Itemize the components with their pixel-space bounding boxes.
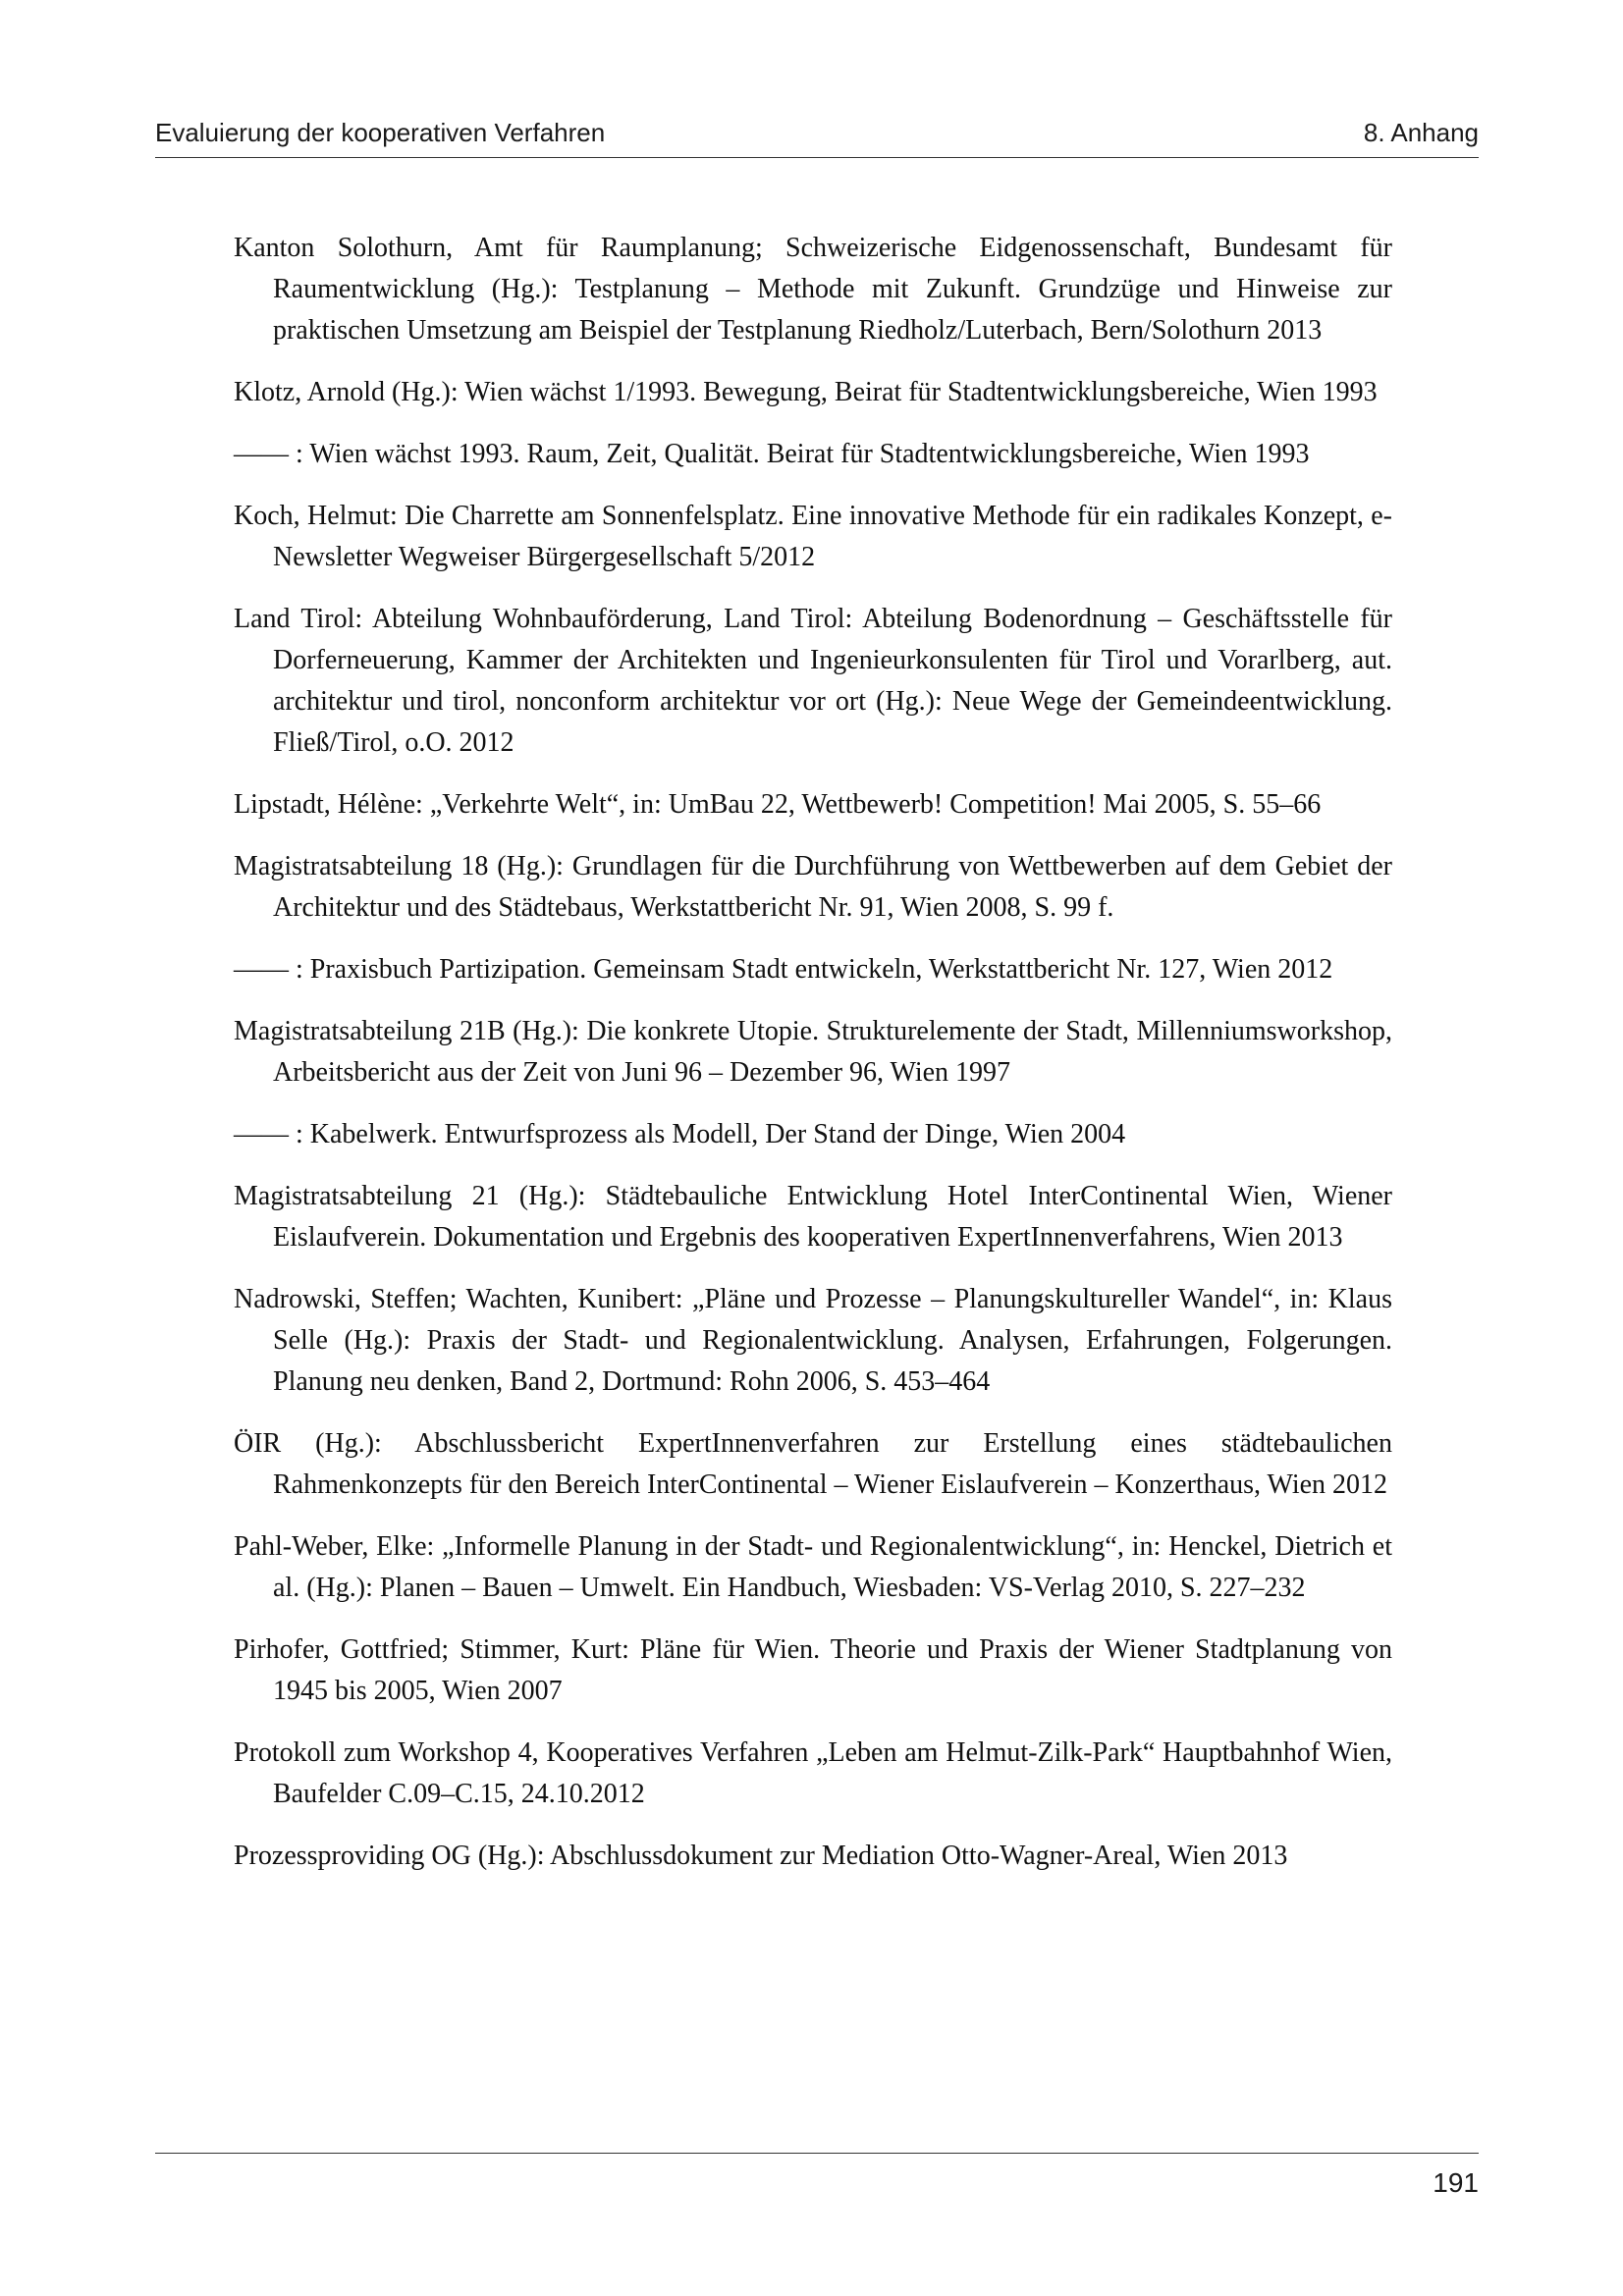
- bibliography-entry: —— : Wien wächst 1993. Raum, Zeit, Qualität. Beirat für Stadtentwicklungsbereiche, Wien 1993: [234, 439, 1310, 469]
- page-number: 191: [1433, 2167, 1479, 2198]
- document-title: Evaluierung der kooperativen Verfahren: [155, 118, 606, 147]
- bibliography-entry: Pahl-Weber, Elke: „Informelle Planung in der Stadt- und Regionalentwicklung“, in: Henckel, Dietrich et al. (Hg.): Planen – Bauen – Umwelt. Ein Handbuch, Wiesbaden: VS-Verlag 2010, S. 227–232: [234, 1531, 1392, 1603]
- bibliography-entry: Magistratsabteilung 21B (Hg.): Die konkrete Utopie. Strukturelemente der Stadt, Millenniumsworkshop, Arbeitsbericht aus der Zeit von Juni 96 – Dezember 96, Wien 1997: [234, 1016, 1392, 1088]
- bibliography-entry: Koch, Helmut: Die Charrette am Sonnenfelsplatz. Eine innovative Methode für ein radikales Konzept, e-Newsletter Wegweiser Bürgergesellschaft 5/2012: [234, 501, 1392, 572]
- bibliography-entry: Kanton Solothurn, Amt für Raumplanung; Schweizerische Eidgenossenschaft, Bundesamt für Raumentwicklung (Hg.): Testplanung – Methode mit Zukunft. Grundzüge und Hinweise zur praktischen Umsetzung am Beispiel der Testplanung Riedholz/Luterbach, Bern/Solothurn 2013: [234, 233, 1392, 346]
- bibliography-entry: ÖIR (Hg.): Abschlussbericht ExpertInnenverfahren zur Erstellung eines städtebaulichen Rahmenkonzepts für den Bereich InterContinental – Wiener Eislaufverein – Konzerthaus, Wien 2012: [234, 1428, 1392, 1500]
- bibliography-entry: Magistratsabteilung 18 (Hg.): Grundlagen für die Durchführung von Wettbewerben auf dem Gebiet der Architektur und des Städtebaus, Werkstattbericht Nr. 91, Wien 2008, S. 99 f.: [234, 851, 1392, 923]
- bibliography-entry: Prozessproviding OG (Hg.): Abschlussdokument zur Mediation Otto-Wagner-Areal, Wien 2013: [234, 1841, 1288, 1871]
- bibliography-entry: Land Tirol: Abteilung Wohnbauförderung, Land Tirol: Abteilung Bodenordnung – Geschäftsstelle für Dorferneuerung, Kammer der Architekten und Ingenieurkonsulenten für Tirol und Vorarlberg, aut. architektur und tirol, nonconform architektur vor ort (Hg.): Neue Wege der Gemeindeentwicklung. Fließ/Tirol, o.O. 2012: [234, 604, 1392, 758]
- page-footer: [155, 2153, 1479, 2198]
- bibliography-entry: Klotz, Arnold (Hg.): Wien wächst 1/1993. Bewegung, Beirat für Stadtentwicklungsbereiche, Wien 1993: [234, 377, 1378, 407]
- bibliography-entry: —— : Kabelwerk. Entwurfsprozess als Modell, Der Stand der Dinge, Wien 2004: [234, 1119, 1126, 1149]
- bibliography-entry: Protokoll zum Workshop 4, Kooperatives Verfahren „Leben am Helmut-Zilk-Park“ Hauptbahnhof Wien, Baufelder C.09–C.15, 24.10.2012: [234, 1737, 1392, 1809]
- bibliography-entry: Nadrowski, Steffen; Wachten, Kunibert: „Pläne und Prozesse – Planungskultureller Wandel“, in: Klaus Selle (Hg.): Praxis der Stadt- und Regionalentwicklung. Analysen, Erfahrungen, Folgerungen. Planung neu denken, Band 2, Dortmund: Rohn 2006, S. 453–464: [234, 1284, 1392, 1397]
- bibliography-list: [234, 228, 1392, 1897]
- bibliography-entry: —— : Praxisbuch Partizipation. Gemeinsam Stadt entwickeln, Werkstattbericht Nr. 127, Wien 2012: [234, 954, 1333, 985]
- bibliography-entry: Magistratsabteilung 21 (Hg.): Städtebauliche Entwicklung Hotel InterContinental Wien, Wiener Eislaufverein. Dokumentation und Ergebnis des kooperativen ExpertInnenverfahrens, Wien 2013: [234, 1181, 1392, 1253]
- bibliography-entry: Pirhofer, Gottfried; Stimmer, Kurt: Pläne für Wien. Theorie und Praxis der Wiener Stadtplanung von 1945 bis 2005, Wien 2007: [234, 1634, 1392, 1706]
- bibliography-entry: Lipstadt, Hélène: „Verkehrte Welt“, in: UmBau 22, Wettbewerb! Competition! Mai 2005, S. 55–66: [234, 789, 1322, 820]
- running-header: [155, 110, 1479, 158]
- section-title: 8. Anhang: [1363, 118, 1479, 147]
